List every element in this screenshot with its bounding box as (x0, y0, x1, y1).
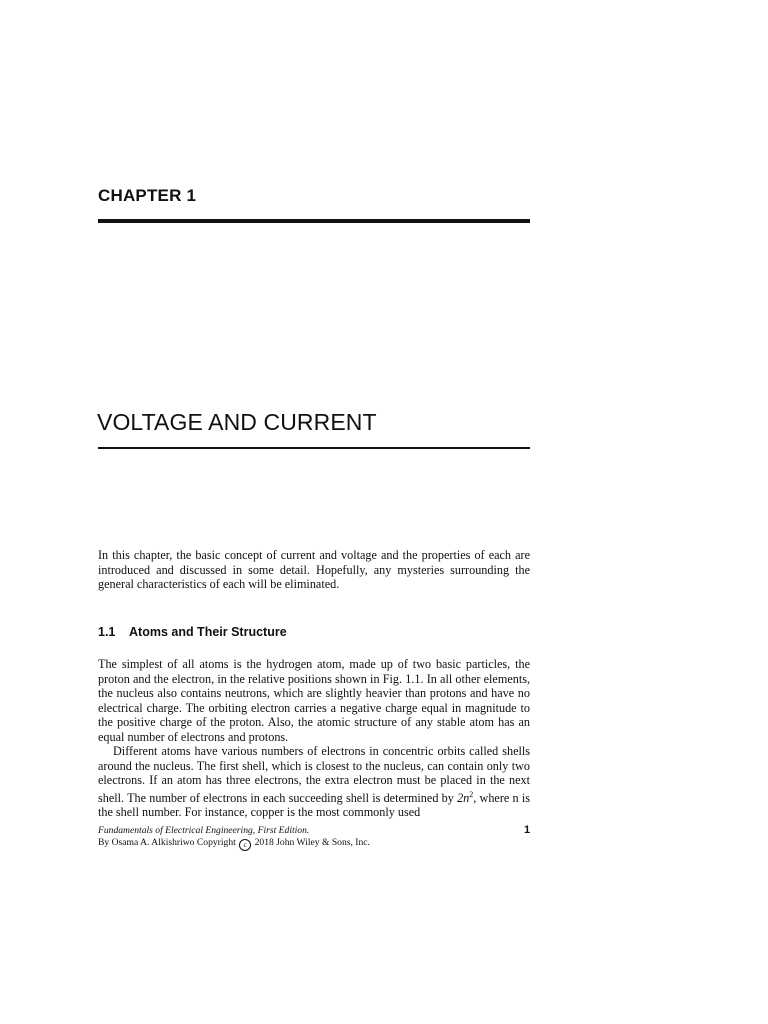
footer-byline-publisher: 2018 John Wiley & Sons, Inc. (254, 837, 370, 848)
paragraph-2-text: Different atoms have various numbers of electrons in concentric orbits called shells around the nucleus. The first shell, which is closest to the nucleus, can contain only two electrons. If an atom has three electrons, the extra electron must be placed in the next shell. The number of electrons in each succeeding shell is determined by (98, 744, 530, 805)
formula-base: 2n (457, 790, 470, 805)
section-title: Atoms and Their Structure (129, 625, 287, 639)
formula-exponent: 2 (469, 789, 474, 799)
title-rule (98, 447, 530, 449)
chapter-label: CHAPTER 1 (98, 186, 197, 205)
footer-citation (98, 825, 370, 851)
page-number: 1 (524, 824, 531, 836)
chapter-title: VOLTAGE AND CURRENT (97, 409, 377, 435)
body-paragraph-2 (98, 744, 530, 820)
footer-byline (98, 837, 370, 851)
footer-byline-author: By Osama A. Alkishriwo Copyright (98, 837, 236, 848)
intro-paragraph: In this chapter, the basic concept of current and voltage and the properties of each are introduced and discussed in some detail. Hopefully, any mysteries surrounding the general characteristics of each will be eliminated. (98, 548, 530, 592)
copyright-icon: c (239, 839, 251, 851)
paragraph-2-text-end: , where n is the shell number. For instance, copper is the most commonly used (98, 790, 530, 820)
chapter-rule (98, 219, 530, 223)
section-number: 1.1 (98, 625, 116, 639)
section-heading (98, 625, 287, 639)
body-paragraph-1: The simplest of all atoms is the hydrogen atom, made up of two basic particles, the proton and the electron, in the relative positions shown in Fig. 1.1. In all other elements, the nucleus also contains neutrons, which are slightly heavier than protons and have no electrical charge. The orbiting electron carries a negative charge equal in magnitude to the positive charge of the proton. Also, the atomic structure of any stable atom has an equal number of electrons and protons. (98, 657, 530, 744)
footer-book-title: Fundamentals of Electrical Engineering, First Edition. (98, 825, 310, 836)
